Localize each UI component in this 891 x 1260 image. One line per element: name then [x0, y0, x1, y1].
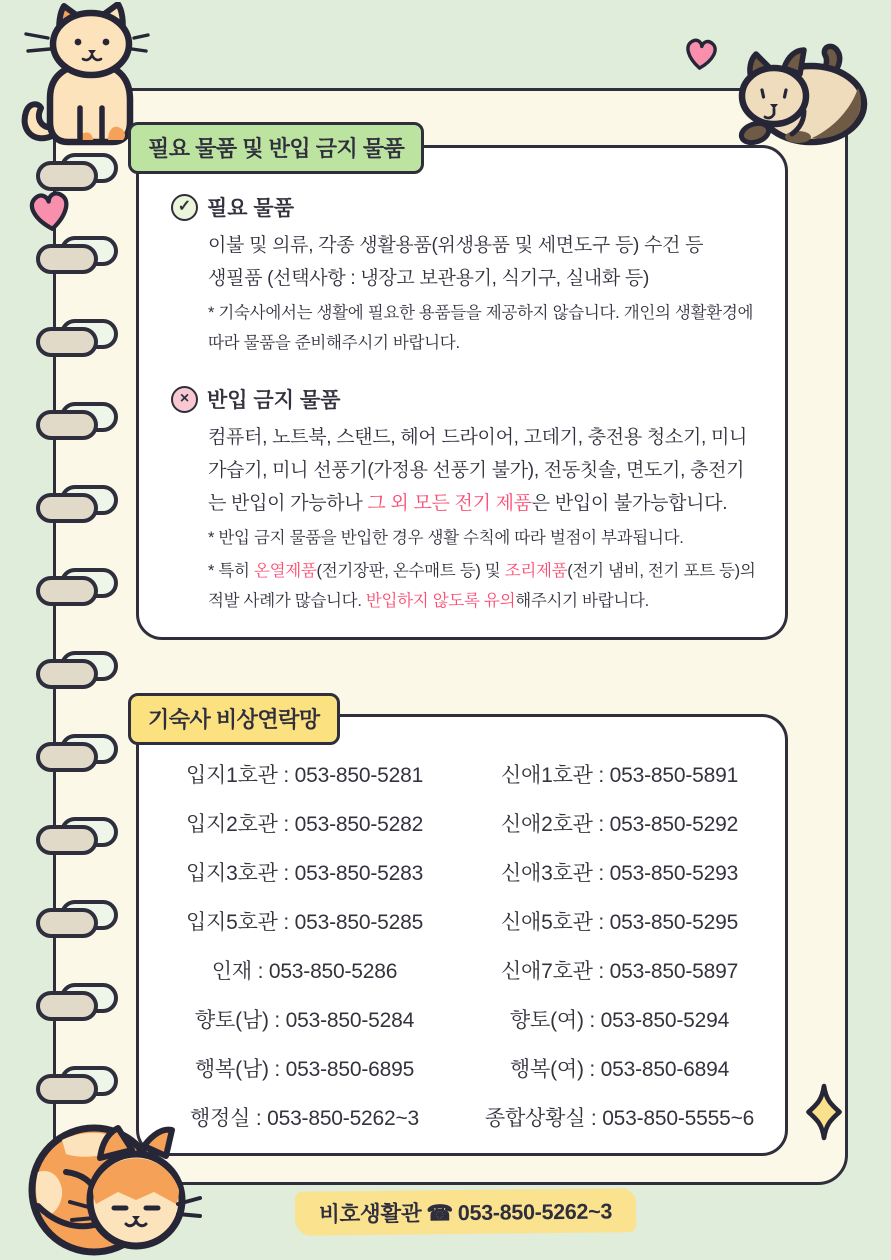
prohibited-body-text: 컴퓨터, 노트북, 스탠드, 헤어 드라이어, 고데기, 충전용 청소기, 미니 가습기, 미니 선풍기(가정용 선풍기 불가), 전동칫솔, 면도기, 충전기는 반입이 가능하나: [208, 427, 748, 514]
contact-entry: 입지2호관 : 053-850-5282: [185, 812, 424, 836]
binder-ring: [36, 402, 118, 440]
prohibited-items-section: [171, 384, 759, 616]
required-items-header: [171, 192, 759, 222]
contact-entry: 인재 : 053-850-5286: [211, 959, 398, 983]
contact-entry: 신애2호관 : 053-850-5292: [500, 812, 739, 836]
contact-entry: 입지3호관 : 053-850-5283: [185, 861, 424, 885]
contact-entry: 행정실 : 053-850-5262~3: [189, 1106, 420, 1130]
contact-entry: 입지1호관 : 053-850-5281: [185, 763, 424, 787]
cat-top-right-illustration: [726, 38, 876, 148]
contacts-section-badge: 기숙사 비상연락망: [128, 693, 340, 745]
contact-entry: 향토(여) : 053-850-5294: [509, 1008, 730, 1032]
required-items-title: 필요 물품: [207, 197, 294, 220]
prohibited-items-note1: * 반입 금지 물품을 반입한 경우 생활 수칙에 따라 벌점이 부과됩니다.: [208, 529, 684, 547]
note2-highlight-cooking: 조리제품: [504, 562, 568, 580]
contact-row: [147, 1043, 777, 1092]
contact-row: [147, 945, 777, 994]
required-items-section: [171, 192, 759, 358]
note2-text: (전기 냄비, 전기 포트 등)의 적발 사례가 많습니다.: [208, 562, 756, 610]
contact-row: [147, 1092, 777, 1141]
prohibited-items-body: [208, 421, 759, 520]
footer-phone-number: 053-850-5262~3: [457, 1199, 613, 1226]
items-card: [136, 145, 788, 640]
contact-row: [147, 847, 777, 896]
contact-entry: 신애5호관 : 053-850-5295: [500, 910, 739, 934]
check-circle-icon: ✓: [171, 194, 198, 221]
sparkle-icon: [803, 1083, 845, 1141]
items-section-badge: 필요 물품 및 반입 금지 물품: [128, 122, 424, 174]
binder-ring: [36, 485, 118, 523]
binder-ring: [36, 651, 118, 689]
cat-bottom-left-illustration: [8, 1112, 208, 1260]
required-items-line1: 이불 및 의류, 각종 생활용품(위생용품 및 세면도구 등) 수건 등: [208, 235, 704, 256]
prohibited-body-text-end: 은 반입이 불가능합니다.: [531, 493, 728, 514]
contact-entry: 행복(남) : 053-850-6895: [194, 1057, 415, 1081]
binder-ring: [36, 900, 118, 938]
heart-icon: [680, 34, 722, 74]
contact-entry: 종합상황실 : 053-850-5555~6: [484, 1106, 755, 1130]
binder-ring: [36, 319, 118, 357]
contact-entry: 향토(남) : 053-850-5284: [194, 1008, 415, 1032]
contact-row: [147, 798, 777, 847]
contact-entry: 행복(여) : 053-850-6894: [509, 1057, 730, 1081]
note2-highlight-heating: 온열제품: [253, 562, 317, 580]
footer-highlight: [295, 1188, 637, 1236]
note2-highlight-warning: 반입하지 않도록 유의: [365, 592, 516, 610]
note2-text: 해주시기 바랍니다.: [515, 592, 649, 610]
prohibited-items-header: [171, 384, 759, 414]
contact-row: [147, 994, 777, 1043]
note2-text: * 특히: [208, 562, 254, 580]
prohibited-body-highlight: 그 외 모든 전기 제품: [367, 493, 532, 514]
binder-ring: [36, 568, 118, 606]
heart-icon: [23, 185, 77, 237]
binder-ring: [36, 817, 118, 855]
contact-entry: 신애1호관 : 053-850-5891: [500, 763, 739, 787]
phone-icon: ☎: [426, 1201, 453, 1226]
required-items-line2: 생필품 (선택사항 : 냉장고 보관용기, 식기구, 실내화 등): [208, 268, 649, 289]
note2-text: (전기장판, 온수매트 등) 및: [316, 562, 505, 580]
x-circle-icon: ×: [171, 386, 198, 413]
contact-entry: 신애7호관 : 053-850-5897: [500, 959, 739, 983]
prohibited-items-title: 반입 금지 물품: [207, 389, 341, 412]
binder-ring: [36, 983, 118, 1021]
binder-ring: [36, 1066, 118, 1104]
footer-label: 비호생활관: [318, 1201, 422, 1227]
binder-ring: [36, 734, 118, 772]
contact-entry: 신애3호관 : 053-850-5293: [500, 861, 739, 885]
contact-entry: 입지5호관 : 053-850-5285: [185, 910, 424, 934]
binder-ring: [36, 236, 118, 274]
contact-row: [147, 896, 777, 945]
contacts-card: [136, 714, 788, 1156]
required-items-note: * 기숙사에서는 생활에 필요한 용품들을 제공하지 않습니다. 개인의 생활환경에 따라 물품을 준비해주시기 바랍니다.: [208, 304, 754, 352]
prohibited-items-note2: [208, 556, 759, 616]
binder-ring: [36, 153, 118, 191]
contact-row: [147, 749, 777, 798]
